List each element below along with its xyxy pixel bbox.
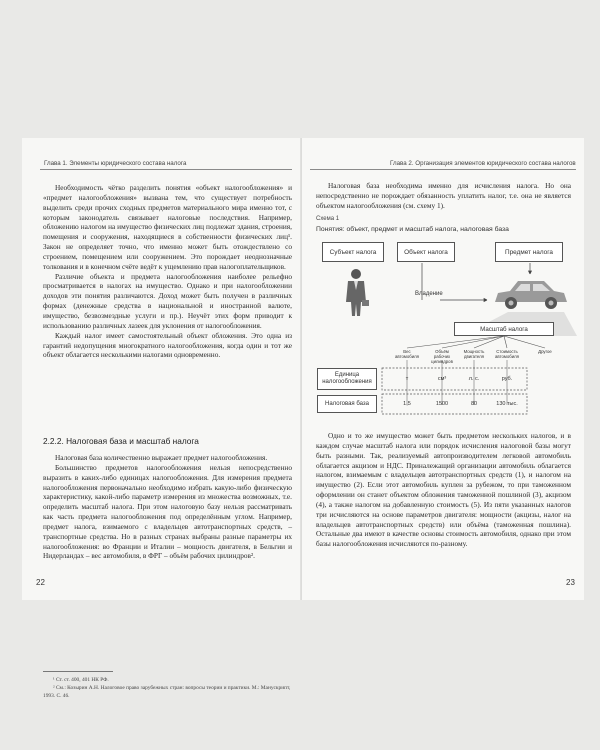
paragraph: Большинство предметов налогообложения нельзя непосредственно выразить в каких-либо единицах налогообложения. Для измерения предмета налогообложения первоначально необходимо избрать какую-либо физическую характеристику, какой-либо параметр измерения из множества возможных, т.е. определить масштаб налога. При этом налоговую базу нельзя рассматривать как часть предмета налогообложения под определённым углом. Например, предмет налога, взимаемого с владельцев автотранспортных средств, – транспортные средства. Но в разных странах выбраны разные параметры их налогообложения: во Франции и Италии – мощность двигателя, в Бельгии и Нидерландах – вес автомобиля, в ФРГ – объём рабочих цилиндров². — [43, 462, 292, 561]
param-other: Другое — [538, 349, 552, 354]
body-text-right — [316, 431, 571, 549]
subject-box: Субъект налога — [322, 242, 384, 262]
paragraph: Каждый налог имеет самостоятельный объект обложения. Это одна из гарантий недопущения многократного налогообложения, когда один и тот же объект облагается несколькими налогами одновременно. — [43, 330, 292, 360]
left-page — [22, 138, 302, 699]
unit-value: л. с. — [468, 376, 480, 382]
base-value: 130 тыс. — [496, 401, 518, 407]
param-volume: Объём рабочих цилиндров — [431, 349, 453, 364]
param-value: Стоимость автомобиля — [495, 349, 519, 359]
header-rule — [40, 169, 292, 170]
scheme-label: Схема 1 — [316, 216, 340, 222]
paragraph: Одно и то же имущество может быть предметом нескольких налогов, и в каждом случае масштаб налога или порядок исчисления налоговой базы могут быть разными. Так, реализуемый автопроизводителем легковой автомобиль облагается акцизом и НДС. Приналежащий организации автомобиль облагается налогом, взимаемым с владельцев автотранспортных средств (1), и налогом на имущество (2). Если этот автомобиль куплен за рубежом, то при таможенном оформлении он станет объектом обложения таможенной пошлиной (3), акцизом (4), а также налогом на добавленную стоимость (5). Из пяти указанных налогов три исчисляются на основе параметров двигателя: мощности (акцизы, налог на владельцев автотранспортных средств) или объёма (таможенная пошлина). Остальные два имеют в качестве основы стоимость автомобиля, однако при этом базы налогообложения исчисляются по-разному. — [316, 431, 571, 549]
param-power: Мощность двигателя — [463, 349, 485, 359]
paragraph: Необходимость чётко разделить понятия «объект налогообложения» и «предмет налогообложения» вызвана тем, что существует потребность выделить среди прочих сходных предметов материального мира именно тот, с которым законодатель связывает налоговые последствия. Например, обложению налогом на имущество физических лиц подлежат здания, строения, помещения и сооружения, находящиеся в собственности физических лиц¹. Закон не определяет точно, что именно может быть отождествлено со строением, помещением или сооружением. Это порождает неоднозначные толкования и в конечном счёте ведёт к ущемлению прав налогоплательщиков. — [43, 183, 292, 271]
param-weight: Вес автомобиля — [395, 349, 419, 359]
base-label-box: Налоговая база — [317, 395, 377, 413]
paragraph: Налоговая база количественно выражает предмет налогообложения. — [55, 453, 268, 462]
scale-box: Масштаб налога — [454, 322, 554, 336]
item-box: Предмет налога — [495, 242, 563, 262]
base-value: 80 — [470, 401, 478, 407]
base-value: 1500 — [435, 401, 449, 407]
object-box: Объект налога — [397, 242, 455, 262]
footnote: ¹ Ст. ст. 400, 401 НК РФ. — [53, 677, 109, 683]
section-heading: 2.2.2. Налоговая база и масштаб налога — [43, 436, 199, 446]
footnote-rule — [43, 671, 113, 672]
paragraph: Различие объекта и предмета налогообложения наиболее рельефно просматривается в налогах на имущество. Однако и при налогообложении доходов эти понятия различаются. Доход может быть получен в различных формах (денежные средства в национальной и иностранной валюте, имущество, безвозмездные услуги и пр.). Неучёт этих форм приводит к использованию различных лазеек для уклонения от налогообложения. — [43, 271, 292, 330]
footnotes — [43, 676, 292, 700]
body-text-2 — [43, 453, 292, 561]
unit-value: см³ — [437, 376, 447, 382]
unit-label-box: Единица налогообложения — [317, 368, 377, 390]
running-head-right: Глава 2. Организация элементов юридического состава налогов — [390, 160, 576, 167]
running-head-left: Глава 1. Элементы юридического состава налога — [44, 160, 187, 167]
right-page — [302, 138, 584, 600]
unit-value: руб. — [501, 376, 513, 382]
page-number-right: 23 — [566, 578, 575, 587]
footnote: ² См.: Козырин А.Н. Налоговое право зарубежных стран: вопросы теории и практики. М.: Манускрипт, 1993. С. 46. — [43, 685, 291, 699]
body-text-1 — [43, 183, 292, 360]
base-value: 1,5 — [403, 401, 411, 407]
unit-value: т — [405, 376, 409, 382]
scheme-title: Понятия: объект, предмет и масштаб налога, налоговая база — [316, 226, 509, 233]
page-number-left: 22 — [36, 578, 45, 587]
ownership-label: Владение — [415, 291, 443, 297]
paragraph: Налоговая база необходима именно для исчисления налога. Но она непосредственно не порождает обязанность уплатить налог, т.е. она не является объектом налогообложения (см. схему 1). — [316, 181, 571, 210]
